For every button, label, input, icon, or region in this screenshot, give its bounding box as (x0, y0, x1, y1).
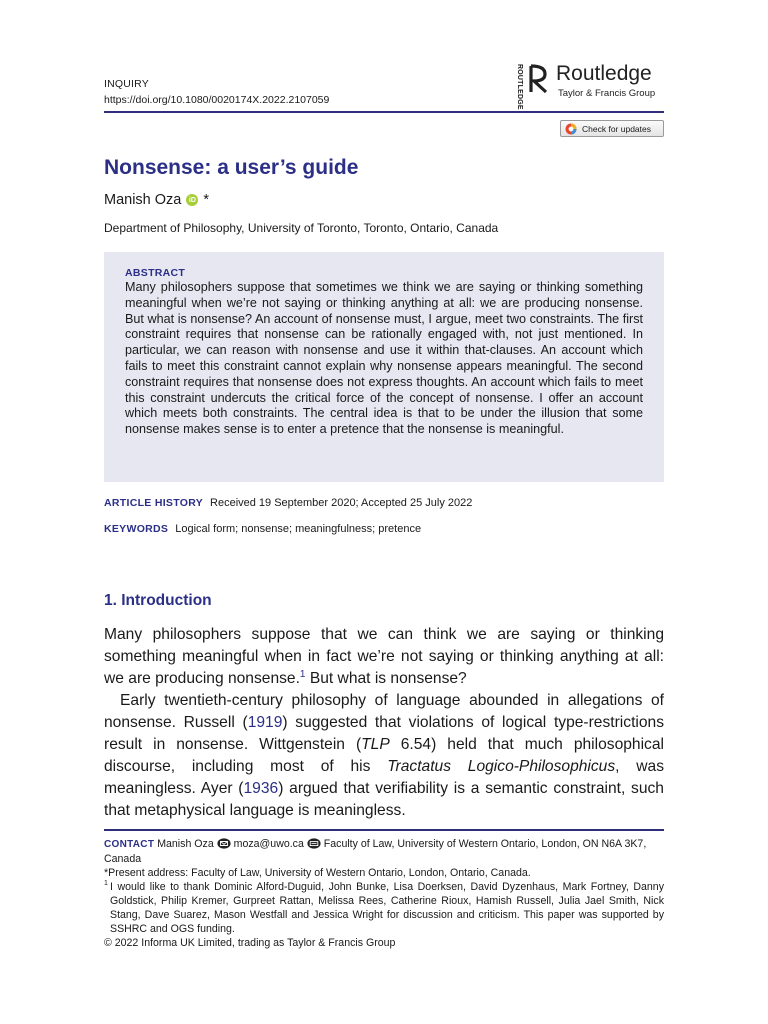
body-text (104, 624, 664, 822)
footnote-mark: 1 (104, 880, 108, 887)
contact-email[interactable]: moza@uwo.ca (233, 838, 304, 850)
author-name[interactable]: Manish Oza (104, 192, 182, 208)
article-history-text: Received 19 September 2020; Accepted 25 July 2022 (210, 497, 473, 509)
citation-link[interactable]: 1936 (243, 780, 279, 797)
abstract-text: Many philosophers suppose that sometimes we think we are saying or thinking something meaningful when we’re not saying or thinking anything at all: we are producing nonsense. But what is nonsense? An account of nonsense must, I argue, meet two constraints. The first constraint requires that nonsense can be rationally engaged with, not just mentioned. In particular, we can reason with nonsense and use it within that-clauses. An account which fails to meet this constraint cannot explain why nonsense appears meaningful. The second constraint requires that nonsense does not express thoughts. An account which fails to meet this constraint undercuts the critical force of the concept of nonsense. I offer an account which meets both constraints. The central idea is that to be under the illusion that some nonsense makes sense is to enter a pretence that the nonsense is meaningful. (125, 280, 643, 437)
contact-name: Manish Oza (157, 838, 214, 850)
check-updates-icon (565, 123, 577, 135)
present-address: *Present address: Faculty of Law, University of Western Ontario, London, Ontario, Canada. (104, 867, 531, 879)
work-title: TLP (361, 736, 390, 753)
copyright: © 2022 Informa UK Limited, trading as Taylor & Francis Group (104, 937, 396, 949)
paragraph (104, 690, 664, 822)
citation-link[interactable]: 1919 (247, 714, 283, 731)
article-history (104, 497, 472, 509)
work-title: Tractatus Logico-Philosophicus (387, 758, 616, 775)
check-for-updates-button[interactable] (560, 120, 664, 137)
contact-address: Faculty of Law, University of Western Ontario, London, ON N6A 3K7, Canada (104, 838, 647, 865)
doi-link[interactable]: https://doi.org/10.1080/0020174X.2022.2107059 (104, 94, 330, 106)
journal-name: INQUIRY (104, 78, 149, 90)
footnotes (104, 837, 664, 950)
paragraph-text: Early twentieth-century philosophy of language abounded in allegations of nonsense. Russell ( (104, 692, 664, 731)
orcid-icon[interactable]: iD (186, 194, 198, 206)
email-icon (217, 838, 231, 849)
header-rule (104, 111, 664, 113)
publisher-name: Routledge (556, 62, 652, 85)
routledge-mark-icon (528, 64, 550, 94)
keywords (104, 523, 421, 535)
paragraph-text: 6.54) held that much philosophical discourse, including most of his (104, 736, 664, 775)
abstract-box (104, 252, 664, 482)
keywords-label: KEYWORDS (104, 523, 169, 535)
footnote-1 (104, 880, 664, 936)
paragraph-text: , was meaningless. Ayer ( (104, 758, 664, 797)
contact-label: CONTACT (104, 839, 155, 850)
paragraph-text: But what is nonsense? (305, 670, 467, 687)
author-line (104, 192, 209, 208)
address-icon (307, 838, 321, 849)
article-title: Nonsense: a user’s guide (104, 156, 359, 179)
abstract-heading: ABSTRACT (125, 267, 186, 279)
article-history-label: ARTICLE HISTORY (104, 497, 204, 509)
contact-line (104, 837, 664, 866)
paragraph-text: ) argued that verifiability is a semantic constraint, such that metaphysical language is meaningless. (104, 780, 664, 819)
footnote-ref[interactable]: 1 (299, 668, 306, 680)
article-page (104, 0, 664, 1024)
paragraph-text: Many philosophers suppose that we can think we are saying or thinking something meaningful when in fact we’re not saying or thinking anything at all: we are producing nonsense. (104, 626, 664, 687)
section-heading: 1. Introduction (104, 592, 212, 609)
check-updates-label: Check for updates (582, 123, 651, 134)
routledge-logo[interactable] (512, 62, 664, 110)
publisher-subtitle: Taylor & Francis Group (558, 88, 656, 99)
affiliation: Department of Philosophy, University of Toronto, Toronto, Ontario, Canada (104, 221, 499, 235)
logo-side-text: ROUTLEDGE (516, 64, 523, 110)
keywords-text: Logical form; nonsense; meaningfulness; pretence (175, 523, 422, 535)
footnote-text: I would like to thank Dominic Alford-Duguid, John Bunke, Lisa Doerksen, David Dyzenhaus, Mark Fortney, Danny Goldstick, Philip Kremer, Gurpreet Rattan, Melissa Rees, Catherine Rioux, Hamish Russell, Julia Jael Smith, Nick Stang, Dave Suarez, Mason Westfall and Jessica Wright for discussion and criticism. This paper was supported by SSHRC and OGS funding. (110, 881, 664, 935)
paragraph-text: ) suggested that violations of logical type-restrictions result in nonsense. Wittgenstein ( (104, 714, 665, 753)
paragraph (104, 624, 664, 690)
footnote-rule (104, 829, 664, 831)
author-note-mark: * (203, 192, 210, 208)
